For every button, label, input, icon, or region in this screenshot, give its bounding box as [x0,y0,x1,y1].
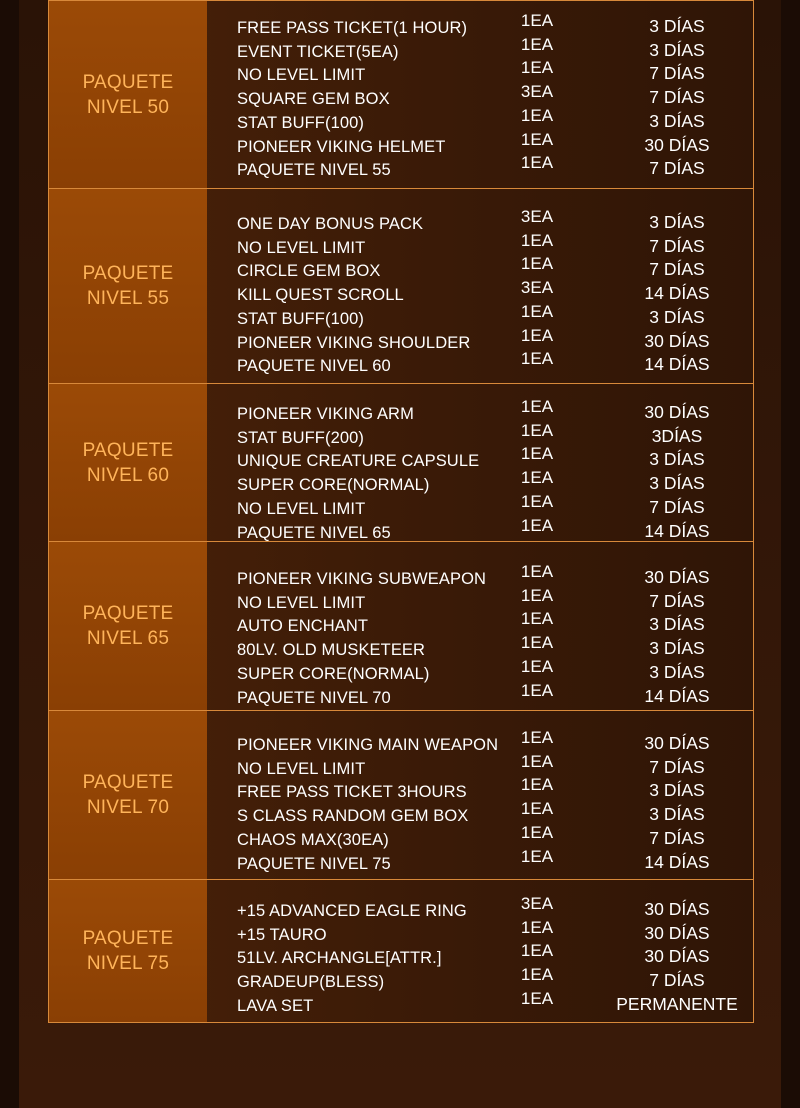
item-duration: 7 DÍAS [649,756,705,777]
item-quantity: 1EA [520,633,554,653]
item-row [207,562,753,591]
item-name: NO LEVEL LIMIT [237,593,366,612]
item-quantity: 3EA [520,894,554,913]
item-name: STAT BUFF(200) [237,428,365,447]
item-duration: 3 DÍAS [649,110,705,131]
item-name: PIONEER VIKING HELMET [237,137,446,156]
item-row [207,129,753,159]
item-duration: 30 DÍAS [644,733,710,753]
item-duration: 7 DÍAS [649,827,705,848]
package-items [207,542,753,710]
item-quantity: 1EA [520,11,554,30]
item-duration: 30 DÍAS [644,946,710,967]
item-name: 80LV. OLD MUSKETEER [237,641,426,660]
item-quantity: 3EA [520,278,554,298]
package-title-line: PAQUETE [82,928,174,949]
item-quantity: 1EA [520,491,554,511]
item-name: PAQUETE NIVEL 70 [237,688,391,707]
item-name: CIRCLE GEM BOX [237,262,381,281]
item-quantity: 1EA [520,325,554,345]
item-row [207,656,753,686]
item-name: NO LEVEL LIMIT [237,759,366,778]
item-duration: 3 DÍAS [649,306,705,327]
item-name: NO LEVEL LIMIT [237,238,366,257]
package-section [49,188,753,383]
package-title-line: PAQUETE [82,772,174,793]
item-name: FREE PASS TICKET 3HOURS [237,783,467,802]
item-duration: 3 DÍAS [649,212,705,232]
item-duration: 14 DÍAS [644,520,710,541]
item-quantity: 1EA [520,609,554,629]
package-title-line: PAQUETE [82,603,174,624]
item-name: PIONEER VIKING SHOULDER [237,333,471,352]
item-quantity: 1EA [520,965,554,985]
package-title [49,880,207,1022]
item-duration: 14 DÍAS [644,851,710,872]
item-name: NO LEVEL LIMIT [237,66,366,85]
item-row [207,254,753,283]
item-row [207,230,753,260]
item-duration: 3 DÍAS [649,473,705,494]
item-row [207,728,753,757]
package-section [49,710,753,879]
package-title-line: NIVEL 60 [86,464,170,486]
item-row [207,917,753,947]
package-items [207,880,753,1022]
item-row [207,105,753,135]
package-items [207,711,753,879]
item-row [207,11,753,40]
item-name: SUPER CORE(NORMAL) [237,664,430,683]
item-name: PAQUETE NIVEL 65 [237,523,391,542]
item-row [207,420,753,450]
item-row [207,82,753,111]
item-quantity: 1EA [520,751,554,771]
package-title [49,189,207,383]
item-duration: 14 DÍAS [644,354,710,375]
package-title-line: NIVEL 75 [86,953,170,974]
item-name: AUTO ENCHANT [237,617,369,636]
item-row [207,207,753,236]
item-duration: 7 DÍAS [649,235,705,256]
item-quantity: 1EA [520,468,554,488]
item-duration: 3 DÍAS [649,804,705,825]
package-title-line: PAQUETE [82,263,174,284]
package-title-line: NIVEL 55 [86,288,170,309]
item-duration: 7 DÍAS [649,590,705,611]
package-section [49,879,753,1022]
item-duration: 3 DÍAS [649,780,705,801]
item-quantity: 1EA [520,153,554,173]
item-quantity: 1EA [520,917,554,937]
item-row [207,751,753,781]
item-quantity: 1EA [520,420,554,440]
package-title-line: NIVEL 50 [86,96,170,118]
item-row [207,468,753,497]
item-duration: 3 DÍAS [649,39,705,60]
item-quantity: 1EA [520,988,554,1008]
item-duration: 14 DÍAS [644,283,710,304]
item-name: FREE PASS TICKET(1 HOUR) [237,19,468,37]
item-duration: 3 DÍAS [649,614,705,635]
item-name: PIONEER VIKING ARM [237,405,414,423]
item-duration: 30 DÍAS [644,134,710,155]
package-title-line: PAQUETE [82,71,174,93]
item-row [207,846,753,876]
package-items [207,384,753,541]
item-quantity: 3EA [520,207,554,226]
item-quantity: 1EA [520,728,554,747]
item-row [207,775,753,804]
item-name: PIONEER VIKING SUBWEAPON [237,570,487,588]
item-row [207,941,753,970]
item-quantity: 1EA [520,515,554,535]
item-duration: 14 DÍAS [644,685,710,706]
item-quantity: 1EA [520,105,554,125]
item-name: STAT BUFF(100) [237,309,365,328]
item-quantity: 1EA [520,562,554,581]
item-row [207,680,753,710]
item-duration: 7 DÍAS [649,259,705,280]
item-duration: 3 DÍAS [649,16,705,36]
item-row [207,444,753,473]
item-quantity: 1EA [520,301,554,321]
item-row [207,491,753,521]
item-row [207,349,753,378]
item-duration: 7 DÍAS [649,158,705,179]
item-row [207,325,753,355]
item-row [207,988,753,1018]
item-name: STAT BUFF(100) [237,113,365,132]
package-title [49,1,207,188]
item-name: UNIQUE CREATURE CAPSULE [237,452,480,471]
item-name: KILL QUEST SCROLL [237,286,404,305]
package-items [207,189,753,383]
item-quantity: 1EA [520,585,554,605]
item-quantity: 3EA [520,82,554,102]
item-quantity: 1EA [520,397,554,416]
item-row [207,609,753,638]
item-duration: 3 DÍAS [649,449,705,470]
package-title-line: PAQUETE [82,439,174,461]
item-duration: 30 DÍAS [644,567,710,587]
item-duration: 30 DÍAS [644,899,710,919]
item-quantity: 1EA [520,941,554,961]
item-duration: 30 DÍAS [644,402,710,422]
item-duration: 7 DÍAS [649,63,705,84]
item-name: LAVA SET [237,996,314,1015]
item-name: +15 TAURO [237,925,327,944]
item-name: NO LEVEL LIMIT [237,499,366,518]
item-row [207,34,753,64]
item-name: PAQUETE NIVEL 60 [237,357,391,376]
item-quantity: 1EA [520,680,554,700]
item-quantity: 1EA [520,129,554,149]
item-name: SUPER CORE(NORMAL) [237,476,430,495]
package-title-line: NIVEL 65 [86,628,170,649]
item-row [207,965,753,994]
item-row [207,822,753,852]
item-name: EVENT TICKET(5EA) [237,42,399,61]
item-name: PIONEER VIKING MAIN WEAPON [237,736,499,754]
item-quantity: 1EA [520,656,554,676]
item-quantity: 1EA [520,230,554,250]
item-row [207,799,753,828]
item-name: SQUARE GEM BOX [237,90,390,109]
item-duration: 30 DÍAS [644,330,710,351]
item-quantity: 1EA [520,254,554,274]
item-row [207,894,753,923]
item-row [207,585,753,615]
item-row [207,153,753,182]
item-duration: 30 DÍAS [644,922,710,943]
item-quantity: 1EA [520,444,554,464]
item-duration: 7 DÍAS [649,496,705,517]
item-row [207,301,753,331]
package-title-line: NIVEL 70 [86,797,170,818]
item-name: S CLASS RANDOM GEM BOX [237,807,469,826]
item-duration: 3 DÍAS [649,661,705,682]
item-duration: 3 DÍAS [649,638,705,659]
item-name: CHAOS MAX(30EA) [237,830,389,849]
item-quantity: 1EA [520,846,554,866]
item-row [207,58,753,87]
item-quantity: 1EA [520,799,554,819]
package-title [49,711,207,879]
package-section [49,541,753,710]
item-duration: 7 DÍAS [649,970,705,991]
item-name: GRADEUP(BLESS) [237,973,385,992]
item-name: +15 ADVANCED EAGLE RING [237,902,467,920]
item-duration: PERMANENTE [616,993,738,1014]
package-items [207,1,753,188]
item-quantity: 1EA [520,822,554,842]
item-quantity: 1EA [520,58,554,78]
item-name: PAQUETE NIVEL 55 [237,161,391,180]
item-name: PAQUETE NIVEL 75 [237,854,391,873]
item-row [207,278,753,307]
package-title [49,384,207,541]
item-quantity: 1EA [520,349,554,369]
item-row [207,633,753,662]
package-section [49,383,753,541]
item-quantity: 1EA [520,775,554,795]
package-table [48,0,754,1023]
package-section [49,0,753,188]
item-duration: 3DÍAS [651,425,703,446]
item-duration: 7 DÍAS [649,87,705,108]
item-name: ONE DAY BONUS PACK [237,215,424,233]
item-row [207,397,753,426]
item-name: 51LV. ARCHANGLE[ATTR.] [237,949,442,968]
package-title [49,542,207,710]
item-quantity: 1EA [520,34,554,54]
